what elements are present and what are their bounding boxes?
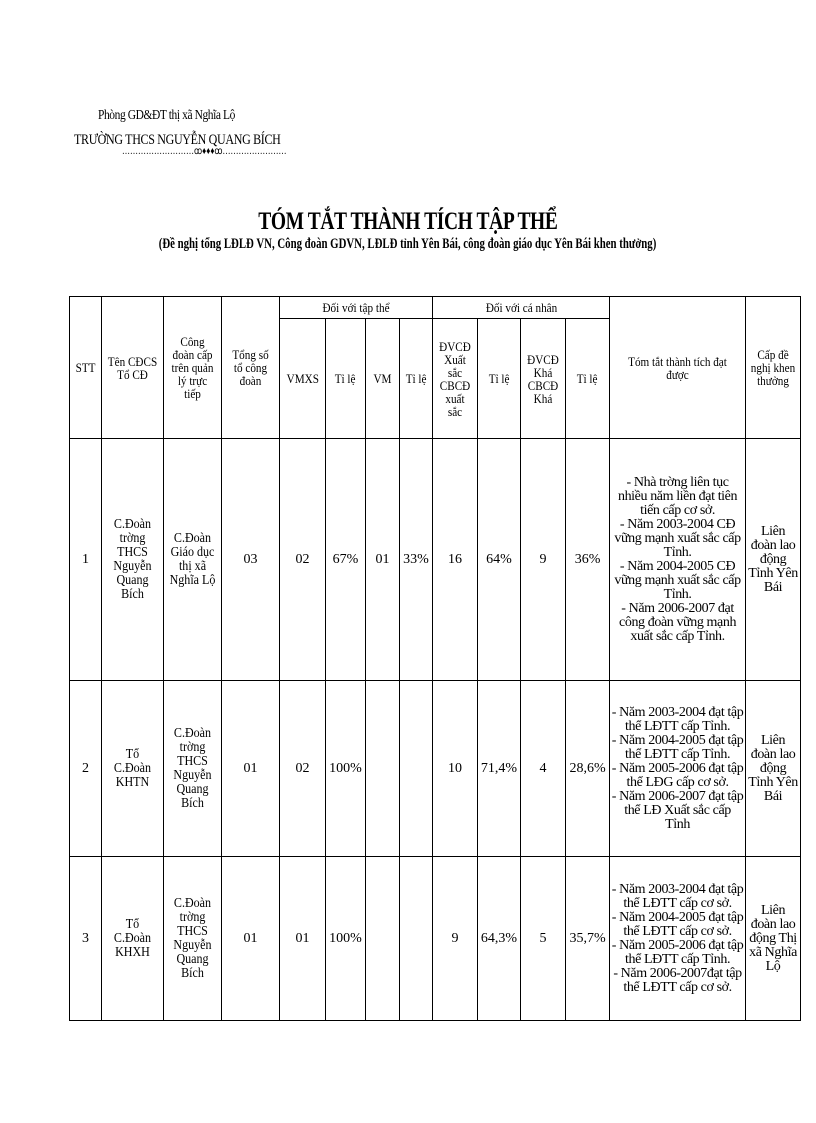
cell-vmxs-rate: 67% bbox=[326, 439, 366, 681]
cell-stt: 3 bbox=[70, 857, 102, 1021]
cell-dvcd-xs: 10 bbox=[433, 681, 478, 857]
cell-vm bbox=[366, 681, 400, 857]
cell-dvcd-xs: 16 bbox=[433, 439, 478, 681]
document-subtitle: (Đề nghị tổng LĐLĐ VN, Công đoàn GDVN, LĐLĐ tỉnh Yên Bái, công đoàn giáo dục Yên Bái khen thưởng) bbox=[159, 236, 657, 252]
achievement-item: - Năm 2004-2005 đạt tập thể LĐTT cấp cơ sở. bbox=[611, 909, 744, 939]
cell-award-level: Liên đoàn lao động Tỉnh Yên Bái bbox=[746, 439, 801, 681]
cell-vm bbox=[366, 857, 400, 1021]
cell-award-level: Liên đoàn lao động Tỉnh Yên Bái bbox=[746, 681, 801, 857]
document-title: TÓM TẮT THÀNH TÍCH TẬP THỂ bbox=[258, 208, 558, 235]
achievement-item: - Năm 2004-2005 CĐ vững mạnh xuất sắc cấp Tỉnh. bbox=[614, 558, 741, 602]
cell-vm-rate: 33% bbox=[400, 439, 433, 681]
achievement-item: - Năm 2006-2007 đạt công đoàn vững mạnh xuất sắc cấp Tỉnh. bbox=[619, 600, 737, 644]
table-row bbox=[70, 857, 801, 1021]
department-name: Phòng GD&ĐT thị xã Nghĩa Lộ bbox=[98, 108, 236, 123]
cell-dvcd-kha-rate: 28,6% bbox=[566, 681, 610, 857]
col-header-dvcd-xs-rate: Tỉ lệ bbox=[478, 319, 521, 439]
cell-superior: C.Đoàn trờng THCS Nguyễn Quang Bích bbox=[164, 681, 222, 857]
achievement-item: - Nhà trờng liên tục nhiều năm liền đạt tiên tiến cấp cơ sở. bbox=[617, 474, 738, 518]
col-header-vm: VM bbox=[366, 319, 400, 439]
col-header-vmxs-rate: Tỉ lệ bbox=[326, 319, 366, 439]
cell-vmxs: 01 bbox=[280, 857, 326, 1021]
cell-award-level: Liên đoàn lao động Thị xã Nghĩa Lộ bbox=[746, 857, 801, 1021]
cell-total-units: 01 bbox=[222, 681, 280, 857]
col-header-achievements: Tóm tắt thành tích đạt được bbox=[610, 297, 746, 439]
table-row bbox=[70, 439, 801, 681]
cell-vm-rate bbox=[400, 857, 433, 1021]
cell-dvcd-xs: 9 bbox=[433, 857, 478, 1021]
col-header-total-units: Tổng số tổ công đoàn bbox=[222, 297, 280, 439]
col-header-dvcd-kha-rate: Tỉ lệ bbox=[566, 319, 610, 439]
cell-dvcd-kha: 9 bbox=[521, 439, 566, 681]
cell-achievements bbox=[610, 439, 746, 681]
cell-superior: C.Đoàn trờng THCS Nguyễn Quang Bích bbox=[164, 857, 222, 1021]
cell-vmxs-rate: 100% bbox=[326, 857, 366, 1021]
col-header-dvcd-kha: ĐVCĐ Khá CBCĐ Khá bbox=[521, 319, 566, 439]
col-header-superior: Công đoàn cấp trên quản lý trực tiếp bbox=[164, 297, 222, 439]
cell-achievements bbox=[610, 681, 746, 857]
cell-name: Tổ C.Đoàn KHXH bbox=[102, 857, 164, 1021]
cell-name: C.Đoàn trờng THCS Nguyễn Quang Bích bbox=[102, 439, 164, 681]
cell-name: Tổ C.Đoàn KHTN bbox=[102, 681, 164, 857]
cell-vmxs-rate: 100% bbox=[326, 681, 366, 857]
group-header-individual: Đối với cá nhân bbox=[433, 297, 610, 319]
achievement-item: - Năm 2005-2006 đạt tập thể LĐG cấp cơ sở. bbox=[611, 760, 744, 790]
cell-total-units: 01 bbox=[222, 857, 280, 1021]
cell-dvcd-kha: 4 bbox=[521, 681, 566, 857]
achievement-item: - Năm 2005-2006 đạt tập thể LĐTT cấp Tỉnh. bbox=[611, 937, 744, 967]
cell-dvcd-xs-rate: 64% bbox=[478, 439, 521, 681]
cell-vm: 01 bbox=[366, 439, 400, 681]
achievement-item: - Năm 2003-2004 đạt tập thể LĐTT cấp Tỉnh. bbox=[611, 704, 744, 734]
col-header-vmxs: VMXS bbox=[280, 319, 326, 439]
cell-vm-rate bbox=[400, 681, 433, 857]
col-header-dvcd-xs: ĐVCĐ Xuất sắc CBCĐ xuất sắc bbox=[433, 319, 478, 439]
achievement-item: - Năm 2004-2005 đạt tập thể LĐTT cấp Tỉnh. bbox=[611, 732, 744, 762]
col-header-name: Tên CĐCS Tổ CĐ bbox=[102, 297, 164, 439]
cell-stt: 2 bbox=[70, 681, 102, 857]
cell-vmxs: 02 bbox=[280, 681, 326, 857]
col-header-stt: STT bbox=[70, 297, 102, 439]
group-header-collective: Đối với tập thể bbox=[280, 297, 433, 319]
achievement-item: - Năm 2003-2004 CĐ vững mạnh xuất sắc cấp Tỉnh. bbox=[614, 516, 741, 560]
col-header-vm-rate: Tỉ lệ bbox=[400, 319, 433, 439]
cell-dvcd-kha-rate: 35,7% bbox=[566, 857, 610, 1021]
table-row bbox=[70, 681, 801, 857]
cell-stt: 1 bbox=[70, 439, 102, 681]
achievement-item: - Năm 2003-2004 đạt tập thể LĐTT cấp cơ sở. bbox=[611, 881, 744, 911]
cell-achievements bbox=[610, 857, 746, 1021]
cell-dvcd-kha-rate: 36% bbox=[566, 439, 610, 681]
achievement-item: - Năm 2006-2007đạt tập thể LĐTT cấp cơ sở. bbox=[613, 965, 742, 995]
cell-dvcd-xs-rate: 64,3% bbox=[478, 857, 521, 1021]
school-name: TRƯỜNG THCS NGUYỄN QUANG BÍCH bbox=[74, 132, 281, 148]
achievement-item: - Năm 2006-2007 đạt tập thể LĐ Xuất sắc cấp Tỉnh bbox=[611, 788, 744, 832]
col-header-award-level: Cấp đề nghị khen thưởng bbox=[746, 297, 801, 439]
cell-vmxs: 02 bbox=[280, 439, 326, 681]
header-ornament: ………………………ꝏ♦♦♦ꝏ…………………… bbox=[122, 146, 287, 157]
cell-superior: C.Đoàn Giáo dục thị xã Nghĩa Lộ bbox=[164, 439, 222, 681]
cell-total-units: 03 bbox=[222, 439, 280, 681]
achievement-table bbox=[69, 296, 801, 1021]
cell-dvcd-kha: 5 bbox=[521, 857, 566, 1021]
cell-dvcd-xs-rate: 71,4% bbox=[478, 681, 521, 857]
